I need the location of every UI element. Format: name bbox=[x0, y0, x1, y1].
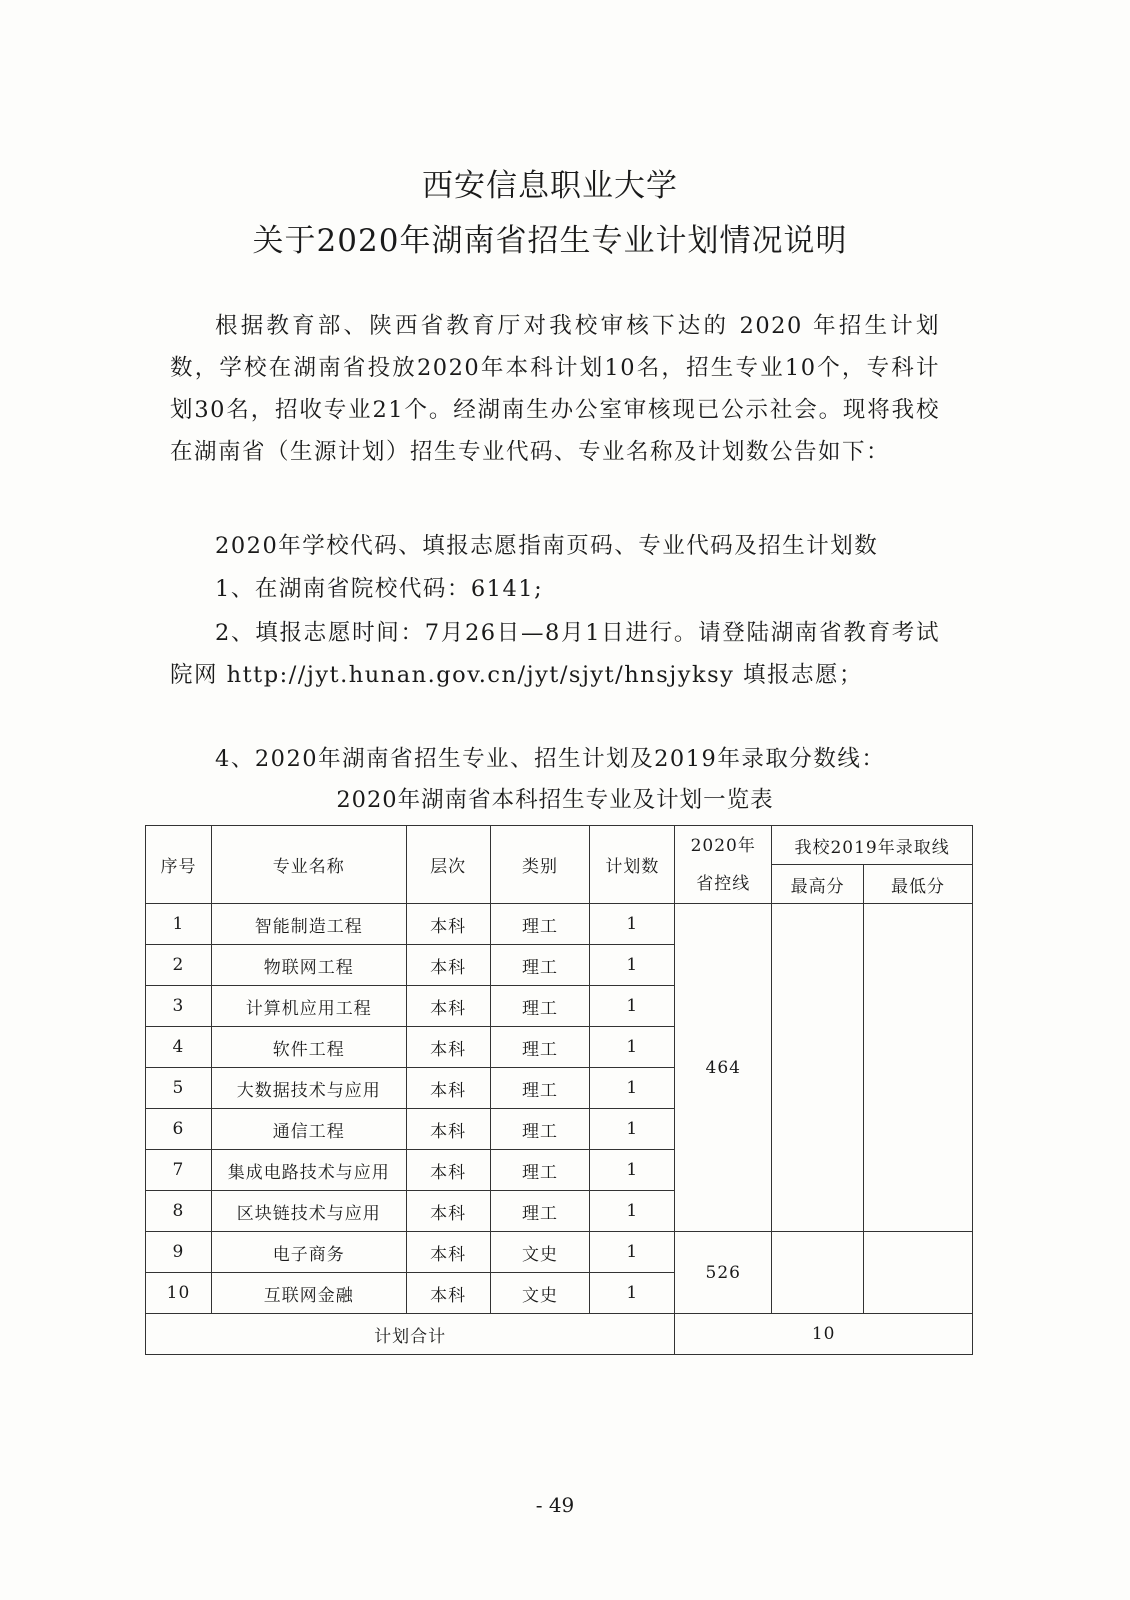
table-row bbox=[146, 904, 973, 945]
cell-plan: 1 bbox=[590, 986, 675, 1027]
cell-major: 物联网工程 bbox=[211, 945, 406, 986]
cell-min-score-arts bbox=[864, 1232, 973, 1314]
cell-seq: 4 bbox=[146, 1027, 212, 1068]
cell-seq: 7 bbox=[146, 1150, 212, 1191]
cell-category: 文史 bbox=[490, 1232, 590, 1273]
enrollment-plan-table bbox=[145, 825, 973, 1355]
cell-level: 本科 bbox=[406, 1068, 490, 1109]
cell-plan: 1 bbox=[590, 1109, 675, 1150]
cell-major: 大数据技术与应用 bbox=[211, 1068, 406, 1109]
cell-category: 理工 bbox=[490, 1109, 590, 1150]
header-min-score: 最低分 bbox=[864, 865, 973, 904]
cell-plan: 1 bbox=[590, 945, 675, 986]
cell-plan: 1 bbox=[590, 1191, 675, 1232]
item-application-time: 2、填报志愿时间：7月26日—8月1日进行。请登陆湖南省教育考试院网 http://jyt.hunan.gov.cn/jyt/sjyt/hnsjyksy 填报志愿； bbox=[170, 620, 940, 688]
item-school-code: 1、在湖南省院校代码：6141; bbox=[215, 576, 544, 602]
header-category: 类别 bbox=[490, 826, 590, 904]
cell-category: 理工 bbox=[490, 986, 590, 1027]
table-total-row bbox=[146, 1314, 973, 1355]
header-level: 层次 bbox=[406, 826, 490, 904]
cell-level: 本科 bbox=[406, 945, 490, 986]
header-max-score: 最高分 bbox=[772, 865, 864, 904]
cell-category: 理工 bbox=[490, 1191, 590, 1232]
cell-major: 互联网金融 bbox=[211, 1273, 406, 1314]
cell-total-value: 10 bbox=[675, 1314, 973, 1355]
header-seq: 序号 bbox=[146, 826, 212, 904]
cell-seq: 9 bbox=[146, 1232, 212, 1273]
table-row bbox=[146, 1232, 973, 1273]
cell-major: 通信工程 bbox=[211, 1109, 406, 1150]
header-admission-2019: 我校2019年录取线 bbox=[772, 826, 973, 865]
cell-min-score-science bbox=[864, 904, 973, 1232]
cell-seq: 8 bbox=[146, 1191, 212, 1232]
cell-seq: 5 bbox=[146, 1068, 212, 1109]
cell-seq: 10 bbox=[146, 1273, 212, 1314]
document-title-line2: 关于2020年湖南省招生专业计划情况说明 bbox=[252, 223, 848, 259]
cell-control-line-arts: 526 bbox=[675, 1232, 772, 1314]
cell-total-label: 计划合计 bbox=[146, 1314, 675, 1355]
page-number: - 49 bbox=[535, 1493, 575, 1517]
cell-major: 集成电路技术与应用 bbox=[211, 1150, 406, 1191]
cell-plan: 1 bbox=[590, 1068, 675, 1109]
cell-level: 本科 bbox=[406, 1232, 490, 1273]
cell-seq: 6 bbox=[146, 1109, 212, 1150]
cell-level: 本科 bbox=[406, 904, 490, 945]
cell-category: 理工 bbox=[490, 1150, 590, 1191]
header-control-line-top: 2020年 bbox=[690, 835, 756, 856]
cell-major: 区块链技术与应用 bbox=[211, 1191, 406, 1232]
intro-paragraph: 根据教育部、陕西省教育厅对我校审核下达的 2020 年招生计划数，学校在湖南省投放2020年本科计划10名，招生专业10个，专科计划30名，招收专业21个。经湖南生办公室审核现已公示社会。现将我校在湖南省（生源计划）招生专业代码、专业名称及计划数公告如下： bbox=[170, 313, 940, 465]
cell-seq: 3 bbox=[146, 986, 212, 1027]
cell-category: 理工 bbox=[490, 1027, 590, 1068]
cell-level: 本科 bbox=[406, 1027, 490, 1068]
table-caption: 2020年湖南省本科招生专业及计划一览表 bbox=[336, 787, 774, 813]
cell-max-score-arts bbox=[772, 1232, 864, 1314]
cell-major: 软件工程 bbox=[211, 1027, 406, 1068]
cell-plan: 1 bbox=[590, 1027, 675, 1068]
cell-plan: 1 bbox=[590, 1273, 675, 1314]
cell-category: 文史 bbox=[490, 1273, 590, 1314]
codes-line: 2020年学校代码、填报志愿指南页码、专业代码及招生计划数 bbox=[215, 533, 879, 559]
cell-category: 理工 bbox=[490, 1068, 590, 1109]
cell-level: 本科 bbox=[406, 1191, 490, 1232]
cell-max-score-science bbox=[772, 904, 864, 1232]
cell-major: 智能制造工程 bbox=[211, 904, 406, 945]
cell-control-line-science: 464 bbox=[675, 904, 772, 1232]
cell-plan: 1 bbox=[590, 1150, 675, 1191]
cell-level: 本科 bbox=[406, 1109, 490, 1150]
cell-seq: 1 bbox=[146, 904, 212, 945]
cell-level: 本科 bbox=[406, 1150, 490, 1191]
cell-plan: 1 bbox=[590, 1232, 675, 1273]
item-plan-intro: 4、2020年湖南省招生专业、招生计划及2019年录取分数线： bbox=[215, 746, 886, 772]
header-major: 专业名称 bbox=[211, 826, 406, 904]
cell-major: 电子商务 bbox=[211, 1232, 406, 1273]
document-title-line1: 西安信息职业大学 bbox=[422, 168, 678, 204]
header-control-line-bottom: 省控线 bbox=[696, 873, 751, 894]
header-plan: 计划数 bbox=[590, 826, 675, 904]
header-control-line bbox=[675, 826, 772, 904]
cell-seq: 2 bbox=[146, 945, 212, 986]
cell-category: 理工 bbox=[490, 904, 590, 945]
cell-level: 本科 bbox=[406, 986, 490, 1027]
cell-level: 本科 bbox=[406, 1273, 490, 1314]
cell-category: 理工 bbox=[490, 945, 590, 986]
cell-major: 计算机应用工程 bbox=[211, 986, 406, 1027]
cell-plan: 1 bbox=[590, 904, 675, 945]
